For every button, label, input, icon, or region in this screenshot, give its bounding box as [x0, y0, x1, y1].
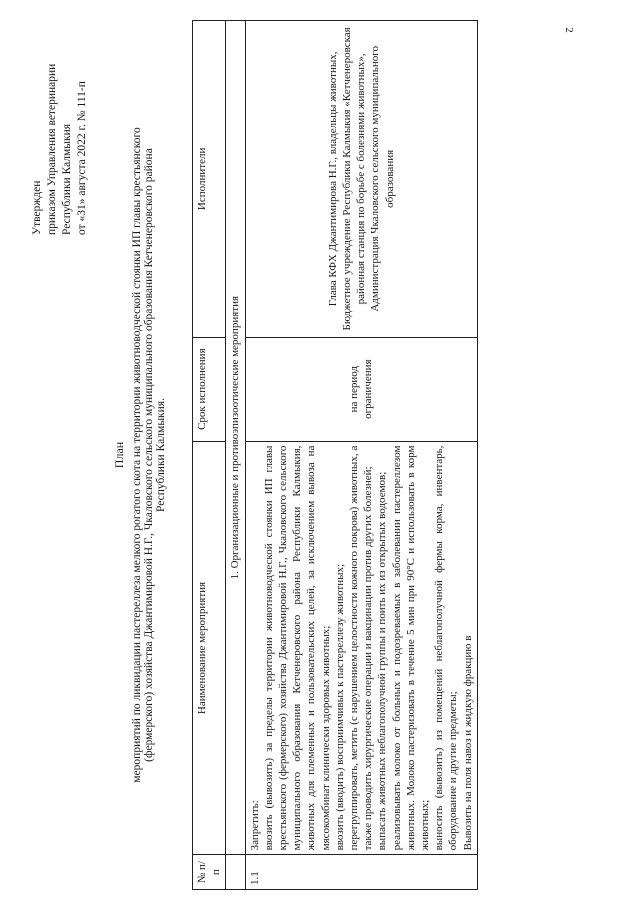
section-title: 1. Организационные и противоэпизоотические мероприятия [226, 21, 245, 855]
measure-line: перегруппировать, метить (с нарушением целостности кожного покрова) животных, а также проводить хирургические операции и вакцинации против других болезней; [348, 445, 375, 851]
measure-line: реализовывать молоко от больных и подозреваемых в заболевании пастереллезом животных. Молоко пастеризовать в течение 5 мин при 90°С и использовать в корм животных; [390, 445, 432, 851]
term-cell: на период ограничения [245, 337, 477, 441]
header-name: Наименование мероприятия [193, 441, 226, 855]
section-row [226, 21, 245, 890]
approval-block [30, 64, 90, 235]
measure-line: выносить (вывозить) из помещений неблагополучной фермы корма, инвентарь, оборудование и другие предметы; [433, 445, 460, 851]
title-line: Республики Калмыкия. [155, 398, 167, 512]
row-number: 1.1 [245, 855, 477, 890]
title-line: мероприятий по ликвидации пастереллеза мелкого рогатого скота на территории животноводческой стоянки ИП главы крестьянского [131, 127, 143, 783]
table-header-row [193, 21, 226, 890]
table-row [245, 21, 477, 890]
measure-line: Вывозить на поля навоз и жидкую фракцию в [461, 635, 474, 851]
approval-line: Утвержден [31, 180, 43, 235]
document-title [112, 45, 167, 865]
approval-line: приказом Управления ветеринарии [46, 63, 58, 235]
measure-line: выпасать животных неблагополучной группы и поить их из открытых водоемов; [376, 471, 389, 851]
approval-line: Республики Калмыкия [61, 123, 73, 235]
header-num: № п/п [193, 855, 226, 890]
measure-line: Запретить: [248, 800, 261, 851]
title-line: (фермерского) хозяйства Джантимировой Н.Г., Чкаловского сельского муниципального образования Кетченеровского района [143, 148, 155, 762]
title-heading: План [112, 441, 126, 469]
executors-cell: Глава КФХ Джантимирова Н.Г., владельцы животных, Бюджетное учреждение Республики Калмыкия «Кетченеровская районная станция по борьбе с болезнями животных», Администрация Чкаловского сельского муниципального образования [245, 21, 477, 338]
approval-line: от «31» августа 2022 г. № 111-п [76, 81, 88, 235]
page-number: 2 [562, 27, 575, 33]
header-executors: Исполнители [193, 21, 226, 338]
measure-line: ввозить (вводить) восприимчивых к пастереллезу животных; [333, 563, 346, 851]
header-term: Срок исполнения [193, 337, 226, 441]
measure-text [245, 441, 477, 855]
measure-line: ввозить (вывозить) за пределы территории животноводческой стоянки ИП главы крестьянского (фермерского) хозяйства Джантимировой Н.Г., Чкаловского сельского муниципального образования Кетченеровского района Республики Калмыкия, животных для племенных и пользовательских целей, за исключением вывоза на мясокомбинат клинически здоровых животных; [262, 445, 332, 851]
measures-table [192, 20, 478, 890]
